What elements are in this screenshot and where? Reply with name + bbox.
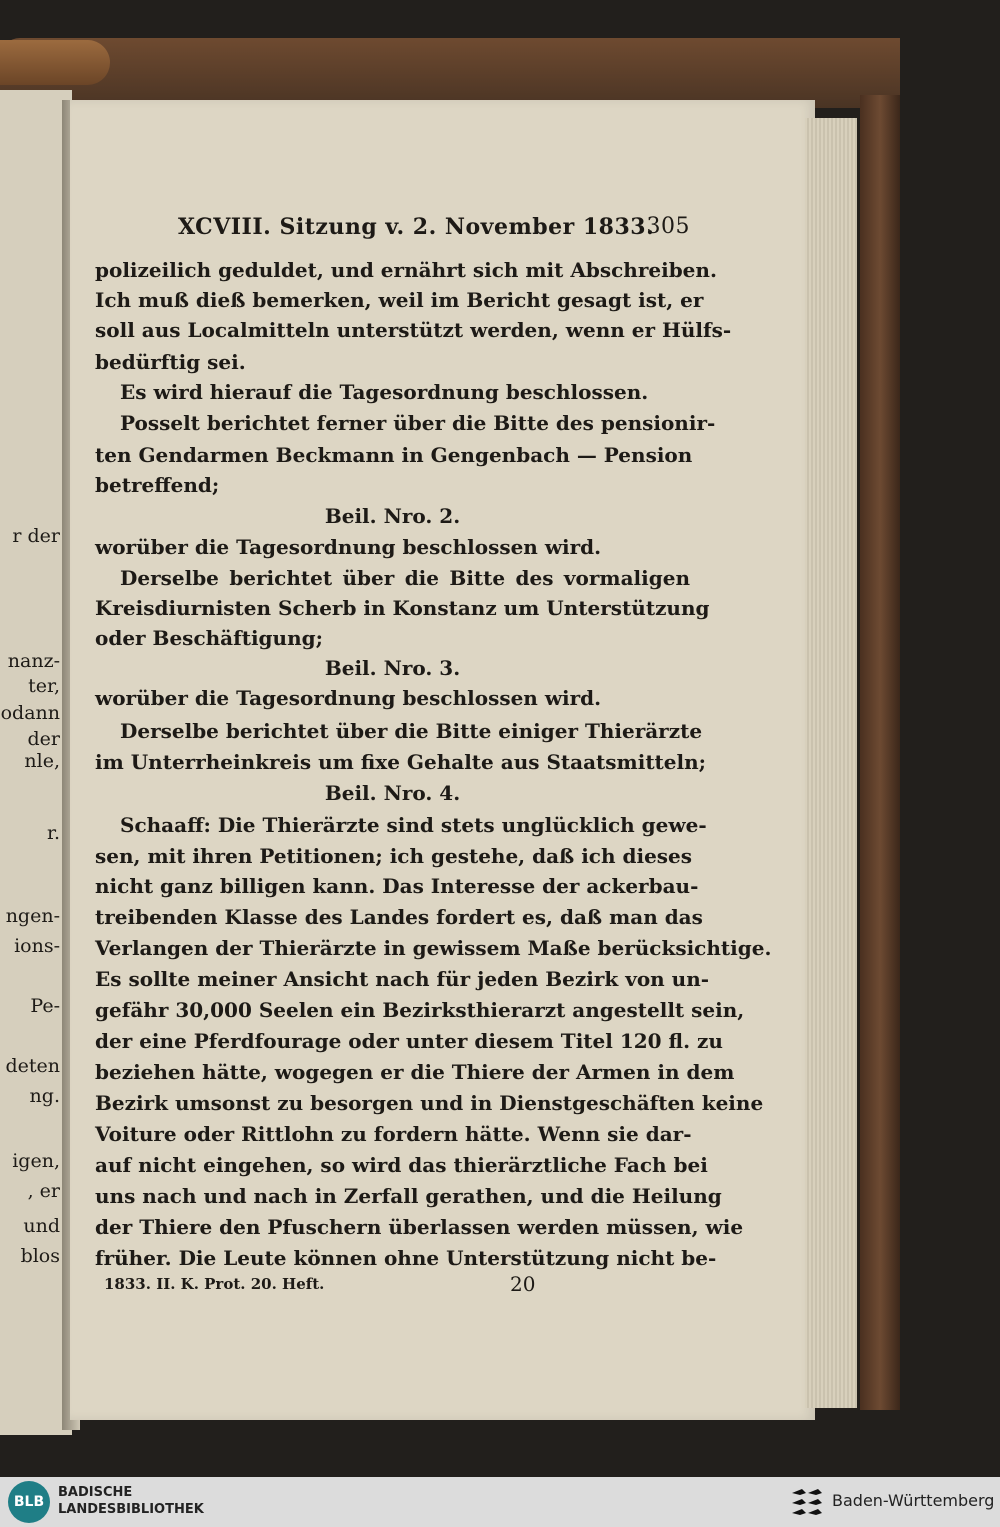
text-line: bedürftig sei. (95, 350, 246, 374)
text-line: nicht ganz billigen kann. Das Interesse der ackerbau- (95, 874, 699, 898)
state-name[interactable]: Baden-Württemberg (832, 1491, 995, 1510)
text-line: Es wird hierauf die Tagesordnung beschlossen. (120, 380, 649, 404)
text-line: Beil. Nro. 3. (324, 656, 461, 680)
text-line: Voiture oder Rittlohn zu fordern hätte. Wenn sie dar- (95, 1122, 692, 1146)
left-fragment: blos (20, 1245, 60, 1267)
baden-wuerttemberg-lions-icon (788, 1485, 824, 1519)
left-fragment: deten (5, 1055, 60, 1077)
page-number: 305 (646, 214, 690, 239)
footer-imprint: 1833. II. K. Prot. 20. Heft. (104, 1275, 325, 1293)
text-line: Derselbe berichtet über die Bitte des vormaligen (120, 566, 690, 590)
text-line: im Unterrheinkreis um fixe Gehalte aus Staatsmitteln; (95, 750, 707, 774)
left-fragment: ter, (28, 675, 60, 697)
text-line: der Thiere den Pfuschern überlassen werden müssen, wie (95, 1215, 744, 1239)
left-fragment: nle, (24, 750, 60, 772)
library-banner (0, 1477, 1000, 1527)
left-fragment: ngen- (5, 905, 60, 927)
left-fragment: r der (12, 525, 60, 547)
book-cover-top (0, 38, 900, 108)
text-line: betreffend; (95, 473, 220, 497)
left-fragment: ions- (14, 935, 60, 957)
text-line: Schaaff: Die Thierärzte sind stets unglücklich gewe- (120, 813, 707, 837)
text-line: Bezirk umsonst zu besorgen und in Dienstgeschäften keine (95, 1091, 764, 1115)
text-line: uns nach und nach in Zerfall gerathen, und die Heilung (95, 1184, 722, 1208)
book-cover-right (860, 95, 900, 1410)
text-line: Kreisdiurnisten Scherb in Konstanz um Unterstützung (95, 596, 710, 620)
text-line: auf nicht eingehen, so wird das thierärztliche Fach bei (95, 1153, 708, 1177)
library-name[interactable] (58, 1484, 204, 1518)
book-spine (0, 40, 110, 85)
text-line: früher. Die Leute können ohne Unterstützung nicht be- (95, 1246, 717, 1270)
left-fragment: Pe- (30, 995, 60, 1017)
text-line: treibenden Klasse des Landes fordert es, daß man das (95, 905, 703, 929)
left-fragment: , er (27, 1180, 60, 1202)
text-line: worüber die Tagesordnung beschlossen wird. (95, 686, 602, 710)
library-name-line2: LANDESBIBLIOTHEK (58, 1502, 204, 1517)
text-line: der eine Pferdfourage oder unter diesem Titel 120 fl. zu (95, 1029, 723, 1053)
footer-signature: 20 (510, 1272, 536, 1296)
text-line: Derselbe berichtet über die Bitte einiger Thierärzte (120, 719, 703, 743)
text-line: soll aus Localmitteln unterstützt werden, wenn er Hülfs- (95, 318, 732, 342)
text-line: beziehen hätte, wogegen er die Thiere der Armen in dem (95, 1060, 735, 1084)
text-line: Beil. Nro. 4. (324, 781, 461, 805)
left-fragment: nanz- (7, 650, 60, 672)
text-line: gefähr 30,000 Seelen ein Bezirksthierarzt angestellt sein, (95, 998, 745, 1022)
page-edges (805, 118, 857, 1408)
left-fragment: odann (0, 702, 60, 724)
running-title: XCVIII. Sitzung v. 2. November 1833. (178, 214, 655, 240)
text-line: polizeilich geduldet, und ernährt sich mit Abschreiben. (95, 258, 717, 282)
text-line: oder Beschäftigung; (95, 626, 323, 650)
left-fragment: r. (46, 822, 60, 844)
library-name-line1: BADISCHE (58, 1485, 133, 1500)
text-line: Es sollte meiner Ansicht nach für jeden Bezirk von un- (95, 967, 710, 991)
text-line: sen, mit ihren Petitionen; ich gestehe, daß ich dieses (95, 844, 693, 868)
left-fragment: und (23, 1215, 60, 1237)
text-line: ten Gendarmen Beckmann in Gengenbach — Pension (95, 443, 693, 467)
left-fragment: der (27, 728, 60, 750)
left-fragment: igen, (12, 1150, 60, 1172)
left-fragment: ng. (29, 1085, 60, 1107)
blb-logo[interactable]: BLB (8, 1481, 50, 1523)
text-line: worüber die Tagesordnung beschlossen wird. (95, 535, 602, 559)
text-line: Ich muß dieß bemerken, weil im Bericht gesagt ist, er (95, 288, 704, 312)
text-line: Posselt berichtet ferner über die Bitte des pensionir- (120, 411, 716, 435)
text-line: Verlangen der Thierärzte in gewissem Maße berücksichtige. (95, 936, 772, 960)
text-line: Beil. Nro. 2. (324, 504, 461, 528)
